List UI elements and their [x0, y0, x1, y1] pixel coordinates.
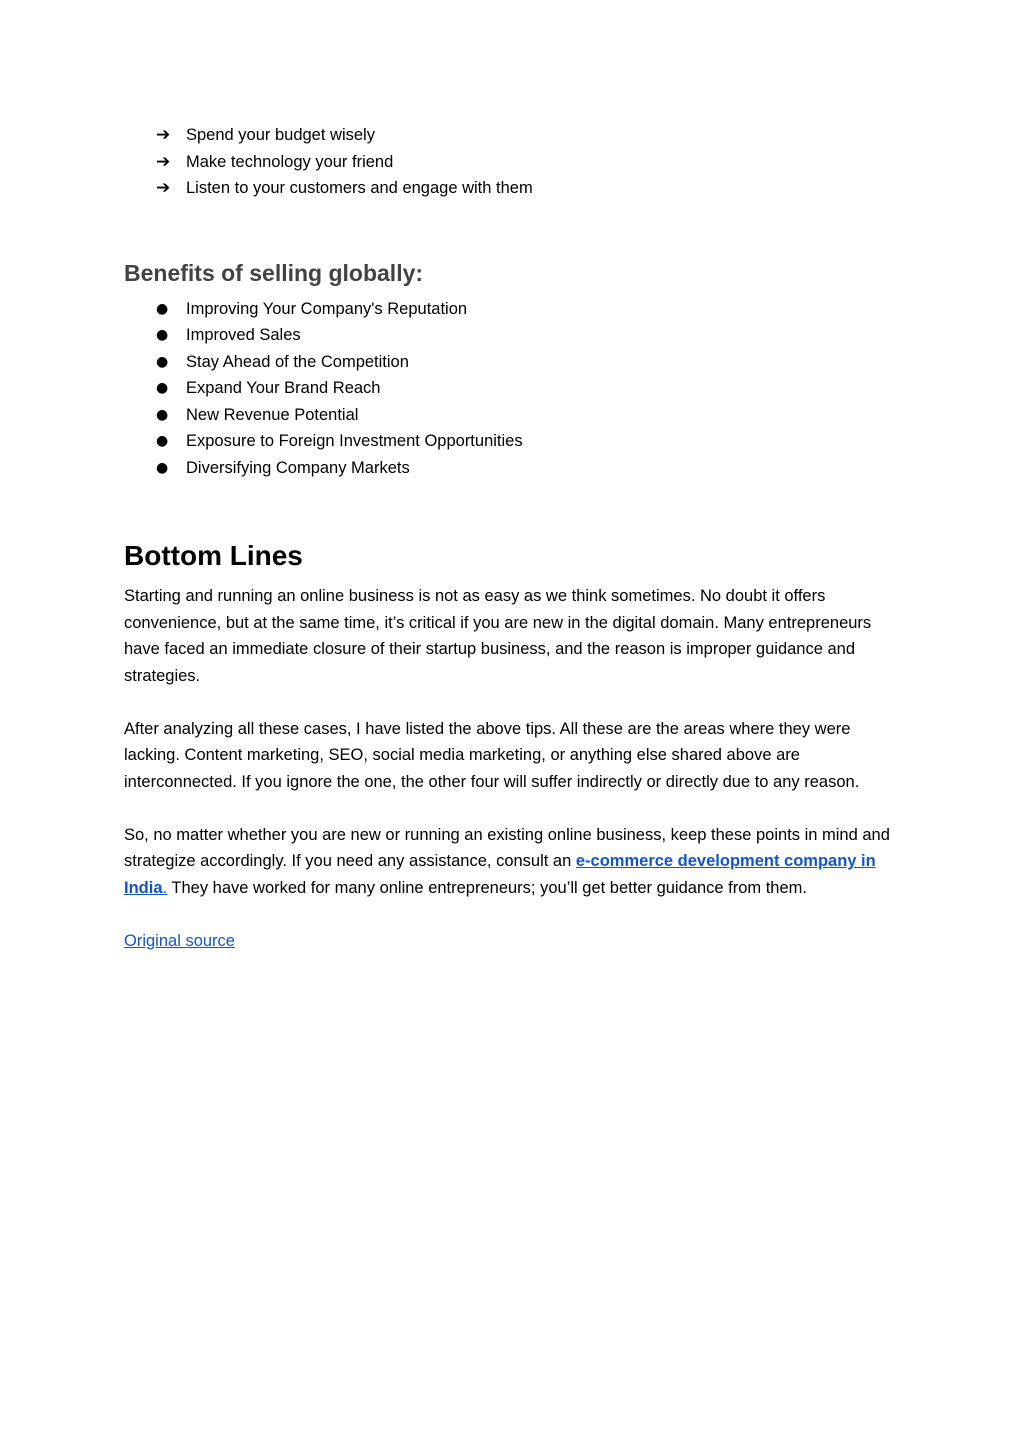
document-page: [124, 122, 900, 981]
list-item-text: Improving Your Company's Reputation: [186, 299, 468, 318]
bullet-icon: ●: [156, 300, 169, 317]
paragraph-analysis: After analyzing all these cases, I have listed the above tips. All these are the areas where they were lacking. Content marketing, SEO, social media marketing, or anything else shared above are interconnected. If you ignore the one, the other four will suffer indirectly or directly due to any reason.: [124, 719, 860, 791]
list-item: [124, 428, 900, 455]
list-item-text: New Revenue Potential: [186, 405, 359, 424]
bullet-icon: ●: [156, 433, 169, 449]
list-item-text: Stay Ahead of the Competition: [186, 352, 409, 371]
bottom-lines-heading: Bottom Lines: [124, 540, 303, 571]
list-item: [124, 375, 900, 402]
bullet-icon: ●: [156, 406, 169, 423]
paragraph-conclusion: [124, 822, 900, 902]
ecommerce-company-link[interactable]: e-commerce development company in India: [124, 852, 876, 897]
original-source-link[interactable]: Original source: [124, 931, 235, 950]
paragraph-text: They have worked for many online entrepreneurs; you’ll get better guidance from them.: [167, 878, 807, 897]
bullet-icon: ●: [156, 327, 169, 343]
list-item: [124, 402, 900, 429]
bullet-icon: ●: [156, 459, 169, 476]
arrow-icon: ➔: [156, 125, 171, 145]
bullet-icon: ●: [156, 353, 169, 370]
list-item: [124, 296, 900, 323]
tips-list: [124, 122, 900, 202]
list-item-text: Listen to your customers and engage with them: [186, 179, 533, 197]
list-item-text: Exposure to Foreign Investment Opportunities: [186, 432, 523, 450]
list-item: [124, 349, 900, 376]
paragraph-text: So, no matter whether you are new or running an existing online business, keep these points in mind and strategize accordingly. If you need any assistance, consult an: [124, 825, 890, 870]
list-item-text: Expand Your Brand Reach: [186, 379, 381, 397]
list-item: [124, 175, 900, 202]
list-item: [124, 122, 900, 149]
list-item: [124, 455, 900, 482]
paragraph-intro: Starting and running an online business is not as easy as we think sometimes. No doubt it offers convenience, but at the same time, it’s critical if you are new in the digital domain. Many entrepreneurs have faced an immediate closure of their startup business, and the reason is improper guidance and strategies.: [124, 587, 872, 685]
list-item-text: Improved Sales: [186, 326, 301, 344]
link-period[interactable]: .: [162, 878, 168, 897]
source-paragraph: [124, 928, 900, 955]
list-item: [124, 149, 900, 176]
arrow-icon: ➔: [156, 178, 171, 198]
list-item: [124, 322, 900, 349]
benefits-heading: Benefits of selling globally:: [124, 259, 424, 286]
bullet-icon: ●: [156, 380, 169, 396]
list-item-text: Diversifying Company Markets: [186, 458, 410, 477]
benefits-list: [124, 296, 900, 482]
list-item-text: Spend your budget wisely: [186, 126, 375, 144]
list-item-text: Make technology your friend: [186, 152, 394, 171]
arrow-icon: ➔: [156, 151, 171, 172]
